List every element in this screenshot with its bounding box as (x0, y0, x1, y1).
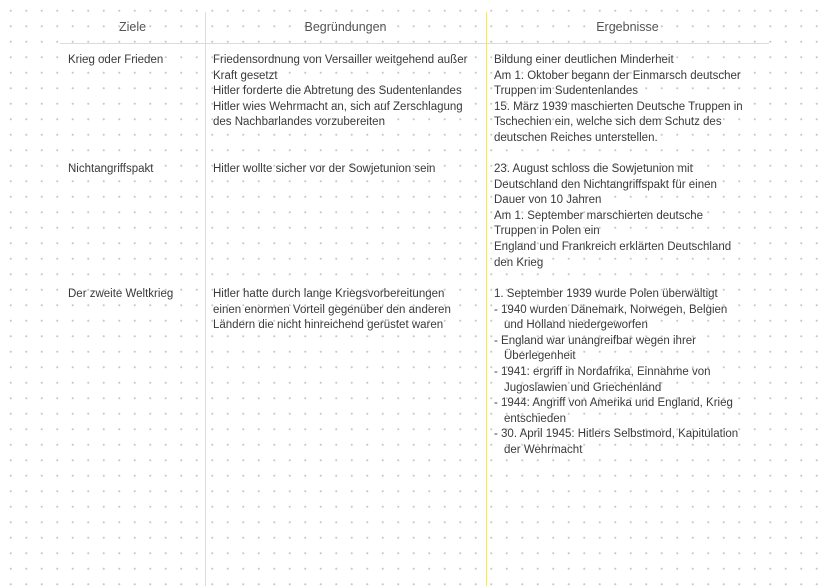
cell-line: Bildung einer deutlichen Minderheit (494, 54, 674, 66)
header-rule (60, 43, 769, 44)
row-3-begruendung (213, 287, 451, 334)
header-ergebnisse: Ergebnisse (596, 20, 659, 34)
cell-line: des Nachbarlandes vorzubereiten (213, 116, 385, 129)
cell-line: 23. August schloss die Sowjetunion mit (494, 163, 693, 175)
header-begruendungen: Begründungen (304, 20, 387, 34)
column-divider-left (205, 12, 206, 586)
cell-line: Tschechien ein, welche sich dem Schutz des (494, 116, 722, 129)
row-2-begruendung (213, 162, 435, 178)
row-2-ziel (68, 162, 153, 178)
cell-line: Am 1. September marschierten deutsche (494, 209, 704, 222)
row-3-ziel (68, 287, 173, 303)
cell-line: - 30. April 1945: Hitlers Selbstmord, Kapitulation (494, 428, 739, 441)
cell-line: - 1944: Angriff von Amerika und England, Krieg (494, 397, 733, 410)
cell-line: England und Frankreich erklärten Deutschland (494, 240, 732, 253)
row-1-ergebnis (494, 53, 743, 147)
cell-line: Ländern die nicht hinreichend gerüstet waren (213, 319, 444, 332)
cell-line: Friedensordnung von Versailler weitgehend außer (213, 54, 468, 66)
cell-line: Hitler forderte die Abtretung des Sudentenlandes (213, 85, 462, 98)
cell-line: - 1941: ergriff in Nordafrika, Einnahme von (494, 365, 711, 378)
cell-line: entschieden (504, 412, 567, 425)
cell-line: Krieg oder Frieden (68, 54, 164, 66)
header-ziele: Ziele (118, 20, 147, 34)
row-1-begruendung (213, 53, 467, 131)
cell-line: Jugoslawien und Griechenland (504, 381, 662, 394)
row-3-ergebnis (494, 287, 738, 459)
cell-line: deutschen Reiches unterstellen. (494, 131, 658, 144)
cell-line: Truppen in Polen ein (494, 225, 600, 238)
cell-line: Der zweite Weltkrieg (68, 288, 174, 300)
cell-line: Truppen im Sudentenlandes (494, 85, 639, 98)
cell-line: - England war unangreifbar wegen ihrer (494, 334, 697, 347)
cell-line: den Krieg (494, 256, 544, 269)
cell-line: 15. März 1939 maschierten Deutsche Truppen in (494, 100, 743, 113)
row-1-ziel (68, 53, 163, 69)
cell-line: Dauer von 10 Jahren (494, 194, 602, 207)
column-divider-right (486, 12, 487, 586)
cell-line: - 1940 wurden Dänemark, Norwegen, Belgien (494, 303, 728, 316)
cell-line: Hitler wollte sicher vor der Sowjetunion sein (213, 163, 436, 175)
cell-line: Hitler hatte durch lange Kriegsvorbereitungen (213, 288, 445, 300)
cell-line: und Holland niedergeworfen (504, 319, 648, 332)
cell-line: Nichtangriffspakt (68, 163, 154, 175)
cell-line: der Wehrmacht (504, 443, 583, 456)
cell-line: Hitler wies Wehrmacht an, sich auf Zerschlagung (213, 100, 463, 113)
cell-line: Kraft gesetzt (213, 69, 278, 82)
cell-line: einen enormen Vorteil gegenüber den anderen (213, 303, 451, 316)
row-2-ergebnis (494, 162, 731, 271)
cell-line: Am 1. Oktober begann der Einmarsch deutscher (494, 69, 741, 82)
cell-line: Überlegenheit (504, 350, 576, 363)
cell-line: 1. September 1939 wurde Polen überwältigt (494, 288, 718, 300)
cell-line: Deutschland den Nichtangriffspakt für einen (494, 178, 717, 191)
